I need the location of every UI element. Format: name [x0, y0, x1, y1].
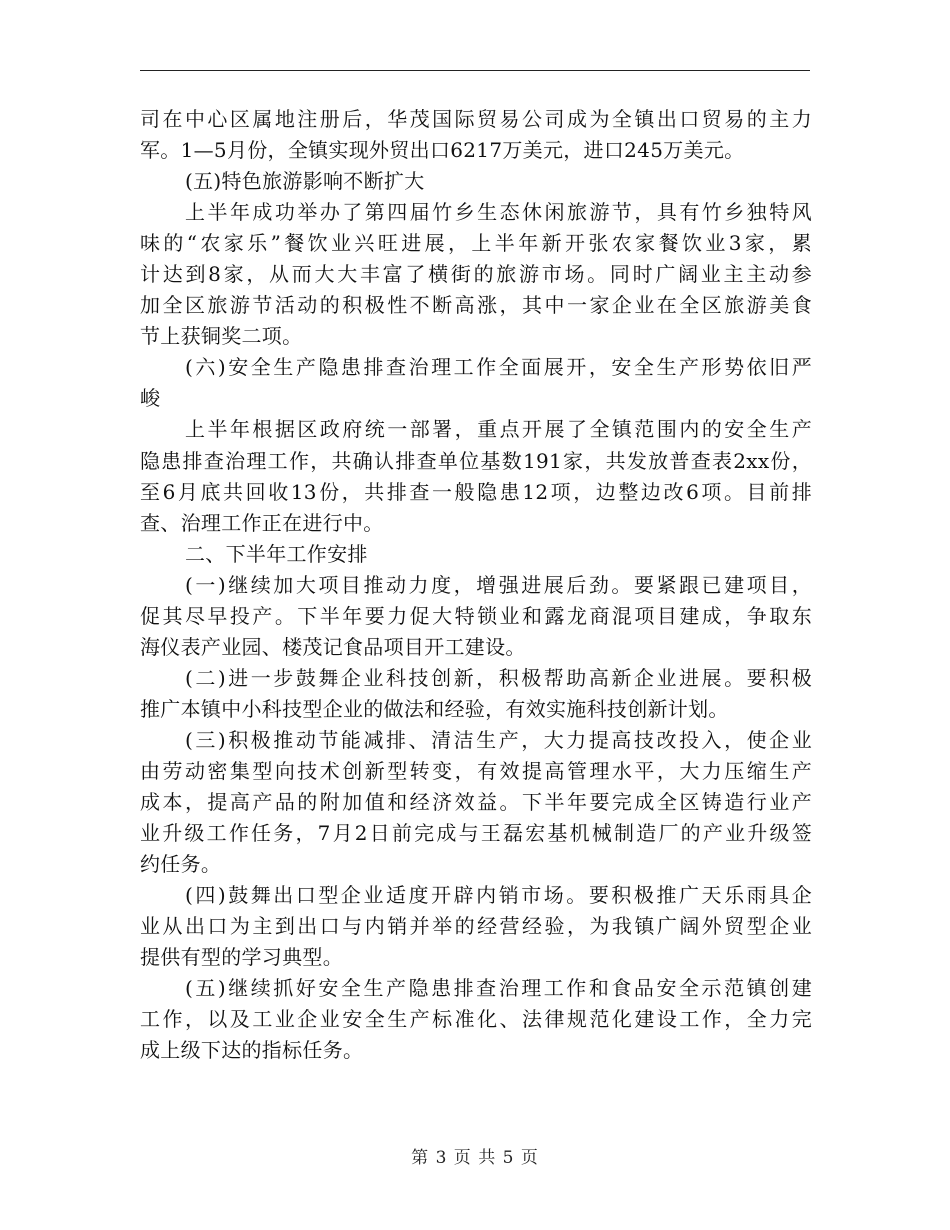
text-line: (三)积极推动节能减排、清洁生产，大力提高技改投入，使企业	[185, 727, 812, 752]
text-line: (六)安全生产隐患排查治理工作全面展开，安全生产形势依旧严	[185, 355, 812, 380]
text-line: 业从出口为主到出口与内销并举的经营经验，为我镇广阔外贸型企业	[140, 914, 812, 939]
text-line: (二)进一步鼓舞企业科技创新，积极帮助高新企业进展。要积极	[185, 665, 812, 690]
text-line: 隐患排查治理工作，共确认排查单位基数191家，共发放普查表2xx份，	[140, 448, 812, 473]
text-line: (一)继续加大项目推动力度，增强进展后劲。要紧跟已建项目，	[185, 572, 812, 597]
text-line: 业升级工作任务，7月2日前完成与王磊宏基机械制造厂的产业升级签	[140, 821, 812, 846]
text-line: 军。1—5月份，全镇实现外贸出口6217万美元，进口245万美元。	[140, 138, 745, 163]
text-line: 司在中心区属地注册后，华茂国际贸易公司成为全镇出口贸易的主力	[140, 107, 812, 131]
text-line: 二、下半年工作安排	[185, 541, 368, 566]
text-line: 成上级下达的指标任务。	[140, 1038, 364, 1063]
text-line: (五)继续抓好安全生产隐患排查治理工作和食品安全示范镇创建	[185, 976, 812, 1001]
text-line: 加全区旅游节活动的积极性不断高涨，其中一家企业在全区旅游美食	[140, 293, 812, 318]
text-line: 提供有型的学习典型。	[140, 945, 343, 970]
text-line: 计达到8家，从而大大丰富了横街的旅游市场。同时广阔业主主动参	[140, 262, 812, 287]
text-line: 上半年成功举办了第四届竹乡生态休闲旅游节，具有竹乡独特风	[185, 200, 812, 225]
text-line: 由劳动密集型向技术创新型转变，有效提高管理水平，大力压缩生产	[140, 758, 812, 783]
text-line: 促其尽早投产。下半年要力促大特锁业和露龙商混项目建成，争取东	[140, 603, 812, 628]
text-line: 味的“农家乐”餐饮业兴旺进展，上半年新开张农家餐饮业3家，累	[140, 231, 812, 256]
text-line: 节上获铜奖二项。	[140, 324, 303, 349]
text-line: (四)鼓舞出口型企业适度开辟内销市场。要积极推广天乐雨具企	[185, 883, 812, 908]
header-rule	[140, 70, 810, 71]
text-line: 海仪表产业园、楼茂记食品项目开工建设。	[140, 634, 526, 659]
text-line: 至6月底共回收13份，共排查一般隐患12项，边整边改6项。目前排	[140, 479, 812, 504]
text-line: 查、治理工作正在进行中。	[140, 510, 384, 535]
text-line: 成本，提高产品的附加值和经济效益。下半年要完成全区铸造行业产	[140, 790, 812, 815]
document-body	[140, 104, 812, 1066]
text-line: 上半年根据区政府统一部署，重点开展了全镇范围内的安全生产	[185, 417, 812, 442]
text-line: 约任务。	[140, 852, 222, 877]
text-line: (五)特色旅游影响不断扩大	[185, 169, 425, 194]
text-line: 推广本镇中小科技型企业的做法和经验，有效实施科技创新计划。	[140, 696, 729, 721]
page-footer: 第 3 页 共 5 页	[411, 1148, 539, 1168]
text-line: 工作，以及工业企业安全生产标准化、法律规范化建设工作，全力完	[140, 1007, 812, 1032]
text-line: 峻	[140, 386, 161, 411]
